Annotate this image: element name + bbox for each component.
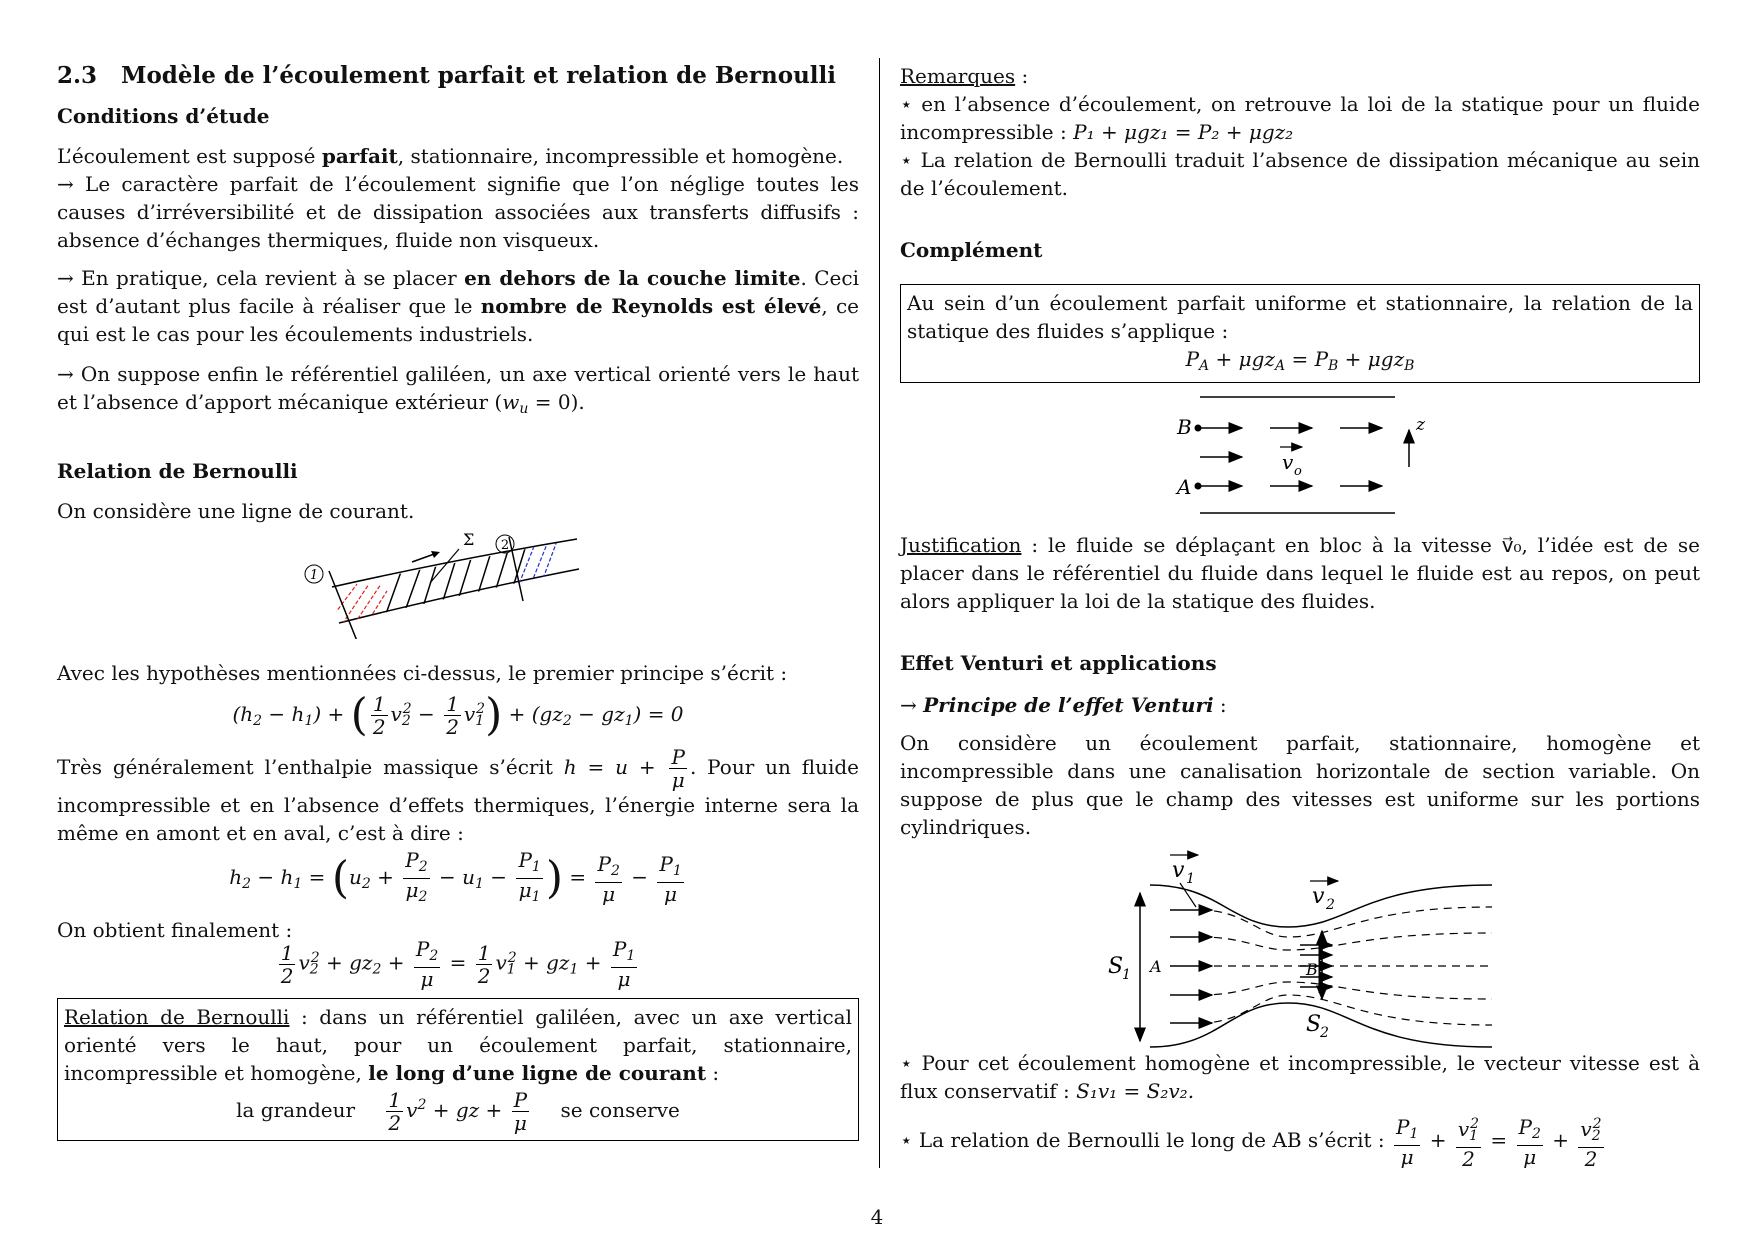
point-A-label: A <box>1150 957 1162 976</box>
venturi-streamlines <box>1200 907 1492 1025</box>
venturi-principle: → Principe de l’effet Venturi : <box>900 693 1227 717</box>
venturi-inlet-arrows <box>1170 910 1212 1023</box>
point-B-label: B <box>1177 415 1192 439</box>
label-1: 1 <box>309 568 319 583</box>
complement-equation: $P_A + \mu gz_A = P_B + \mu gz_B$ <box>1185 347 1415 374</box>
enthalpy-difference-equation: $h_2 - h_1 = (u_2$ + $\frac{P_2}{\mu_2}$ − $u_1$ − $\frac{P_1}{\mu_1}$ ) = $\frac{P_2}{\mu}$ − $\frac{P_1}{\mu}$ <box>229 848 682 906</box>
section-2-line <box>509 537 523 601</box>
sigma-label: Σ <box>463 530 475 549</box>
streamline-text: On considère une ligne de courant. <box>57 499 415 523</box>
section-1-line <box>329 571 357 639</box>
conditions-paragraph-1: L’écoulement est supposé parfait, stationnaire, incompressible et homogène. → Le caractère parfait de l’écoulement signifie que l’on néglige toutes les causes d’irréversibilité et de dissipation associées aux transferts diffusifs : absence d’échanges thermiques, fluide non visqueux. <box>57 144 859 252</box>
section-title-text: Modèle de l’écoulement parfait et relation de Bernoulli <box>121 62 837 89</box>
uniform-flow-figure <box>900 387 1700 517</box>
v2-subscript: 2 <box>1326 897 1335 913</box>
section-title <box>57 60 859 92</box>
point-A-label: A <box>1177 475 1192 499</box>
v0-label: v <box>1282 450 1294 474</box>
v1-subscript: 1 <box>1186 871 1195 887</box>
complement-box: Au sein d’un écoulement parfait uniforme et stationnaire, la relation de la statique des fluides s’applique : $P_A + \mu gz_A = P_B + \mu gz_B$ <box>900 284 1700 383</box>
z-axis-label: z <box>1416 415 1425 435</box>
point-B-label: B <box>1306 960 1318 979</box>
first-principle-equation: $(h_2 - h_1)$ + ( $\frac{1}{2}$ $v_2^2$ − $\frac{1}{2}$ $v_1^2) + (gz_2 - gz_1) = 0$ <box>232 689 684 741</box>
conditions-paragraph-2: → En pratique, cela revient à se placer en dehors de la couche limite. Ceci est d’autant plus facile à réaliser que le nombre de Reynolds est élevé, ce qui est le cas pour les écoulements industriels. <box>57 266 859 346</box>
label-2: 2 <box>500 538 510 553</box>
S1-subscript: 1 <box>1122 967 1131 983</box>
final-text: On obtient finalement : <box>57 918 293 942</box>
venturi-figure <box>900 845 1700 1055</box>
v1-label: v <box>1172 858 1185 883</box>
enthalpy-paragraph: Très généralement l’enthalpie massique s’écrit h = u + $\frac{P}{\mu}$ . Pour un fluide incompressible et en l’absence d’effets thermiques, l’énergie interne sera la même en amont et en aval, c’est à dire : <box>57 745 859 845</box>
column-separator <box>879 58 880 1168</box>
bernoulli-quantity: la grandeur $\frac{1}{2}$ $v^2$ + gz + $\frac{P}{\mu}$ se conserve <box>236 1088 680 1135</box>
S1-label: S <box>1108 954 1124 979</box>
right-column <box>900 62 1700 1170</box>
hypothesis-text: Avec les hypothèses mentionnées ci-dessus, le premier principe s’écrit : <box>57 661 788 685</box>
hatch-sigma <box>377 539 528 639</box>
venturi-paragraph: On considère un écoulement parfait, stationnaire, homogène et incompressible dans une canalisation horizontale de section variable. On suppose de plus que le champ des vitesses est uniforme sur les portions cylindriques. <box>900 731 1700 839</box>
S2-subscript: 2 <box>1320 1025 1329 1041</box>
conditions-paragraph-3: → On suppose enfin le référentiel galiléen, un axe vertical orienté vers le haut et l’absence d’apport mécanique extérieur $(w_u = 0)$. <box>57 362 859 417</box>
v0-subscript: o <box>1294 464 1302 479</box>
left-column <box>57 55 859 1141</box>
complement-heading: Complément <box>900 238 1043 262</box>
S2-label: S <box>1306 1012 1322 1037</box>
v2-label: v <box>1312 884 1325 909</box>
remarks-paragraph: Remarques : ⋆ en l’absence d’écoulement, on retrouve la loi de la statique pour un fluide incompressible : P₁ + μgz₁ = P₂ + μgz₂ ⋆ La relation de Bernoulli traduit l’absence de dissipation mécanique au sein de l’écoulement. <box>900 64 1700 200</box>
stream-tube-figure <box>57 529 859 639</box>
justification-paragraph: Justification : le fluide se déplaçant en bloc à la vitesse v⃗₀, l’idée est de se placer dans le référentiel du fluide dans lequel le fluide est au repos, on peut alors appliquer la loi de la statique des fluides. <box>900 533 1700 613</box>
hatch-red <box>327 584 387 629</box>
flux-paragraph: ⋆ Pour cet écoulement homogène et incompressible, le vecteur vitesse est à flux conservatif : S₁v₁ = S₂v₂. <box>900 1051 1700 1103</box>
bernoulli-AB: ⋆ La relation de Bernoulli le long de AB s’écrit : $\frac{P_1}{\mu}$ + $\frac{v_1^2}{2}$ = $\frac{P_2}{\mu}$ + $\frac{v_2^2}{2}$ <box>900 1114 1602 1171</box>
venturi-heading: Effet Venturi et applications <box>900 651 1217 675</box>
conditions-heading: Conditions d’étude <box>57 104 270 128</box>
bernoulli-heading: Relation de Bernoulli <box>57 459 298 483</box>
section-number: 2.3 <box>57 62 98 89</box>
parfait-bold: parfait <box>321 144 398 168</box>
final-equation: $\frac{1}{2}$ $v_2^2 + gz_2$ + $\frac{P_2}{\mu}$ = $\frac{1}{2}$ $v_1^2 + gz_1$ + $\frac{P_1}{\mu}$ <box>280 937 636 991</box>
page-number: 4 <box>870 1205 884 1229</box>
bernoulli-box: Relation de Bernoulli : dans un référentiel galiléen, avec un axe vertical orienté vers le haut, pour un écoulement parfait, stationnaire, incompressible et homogène, le long d’une ligne de courant : la grandeur $\frac{1}{2}$ $v^2$ + gz + $\frac{P}{\mu}$ se conserve <box>57 998 859 1141</box>
